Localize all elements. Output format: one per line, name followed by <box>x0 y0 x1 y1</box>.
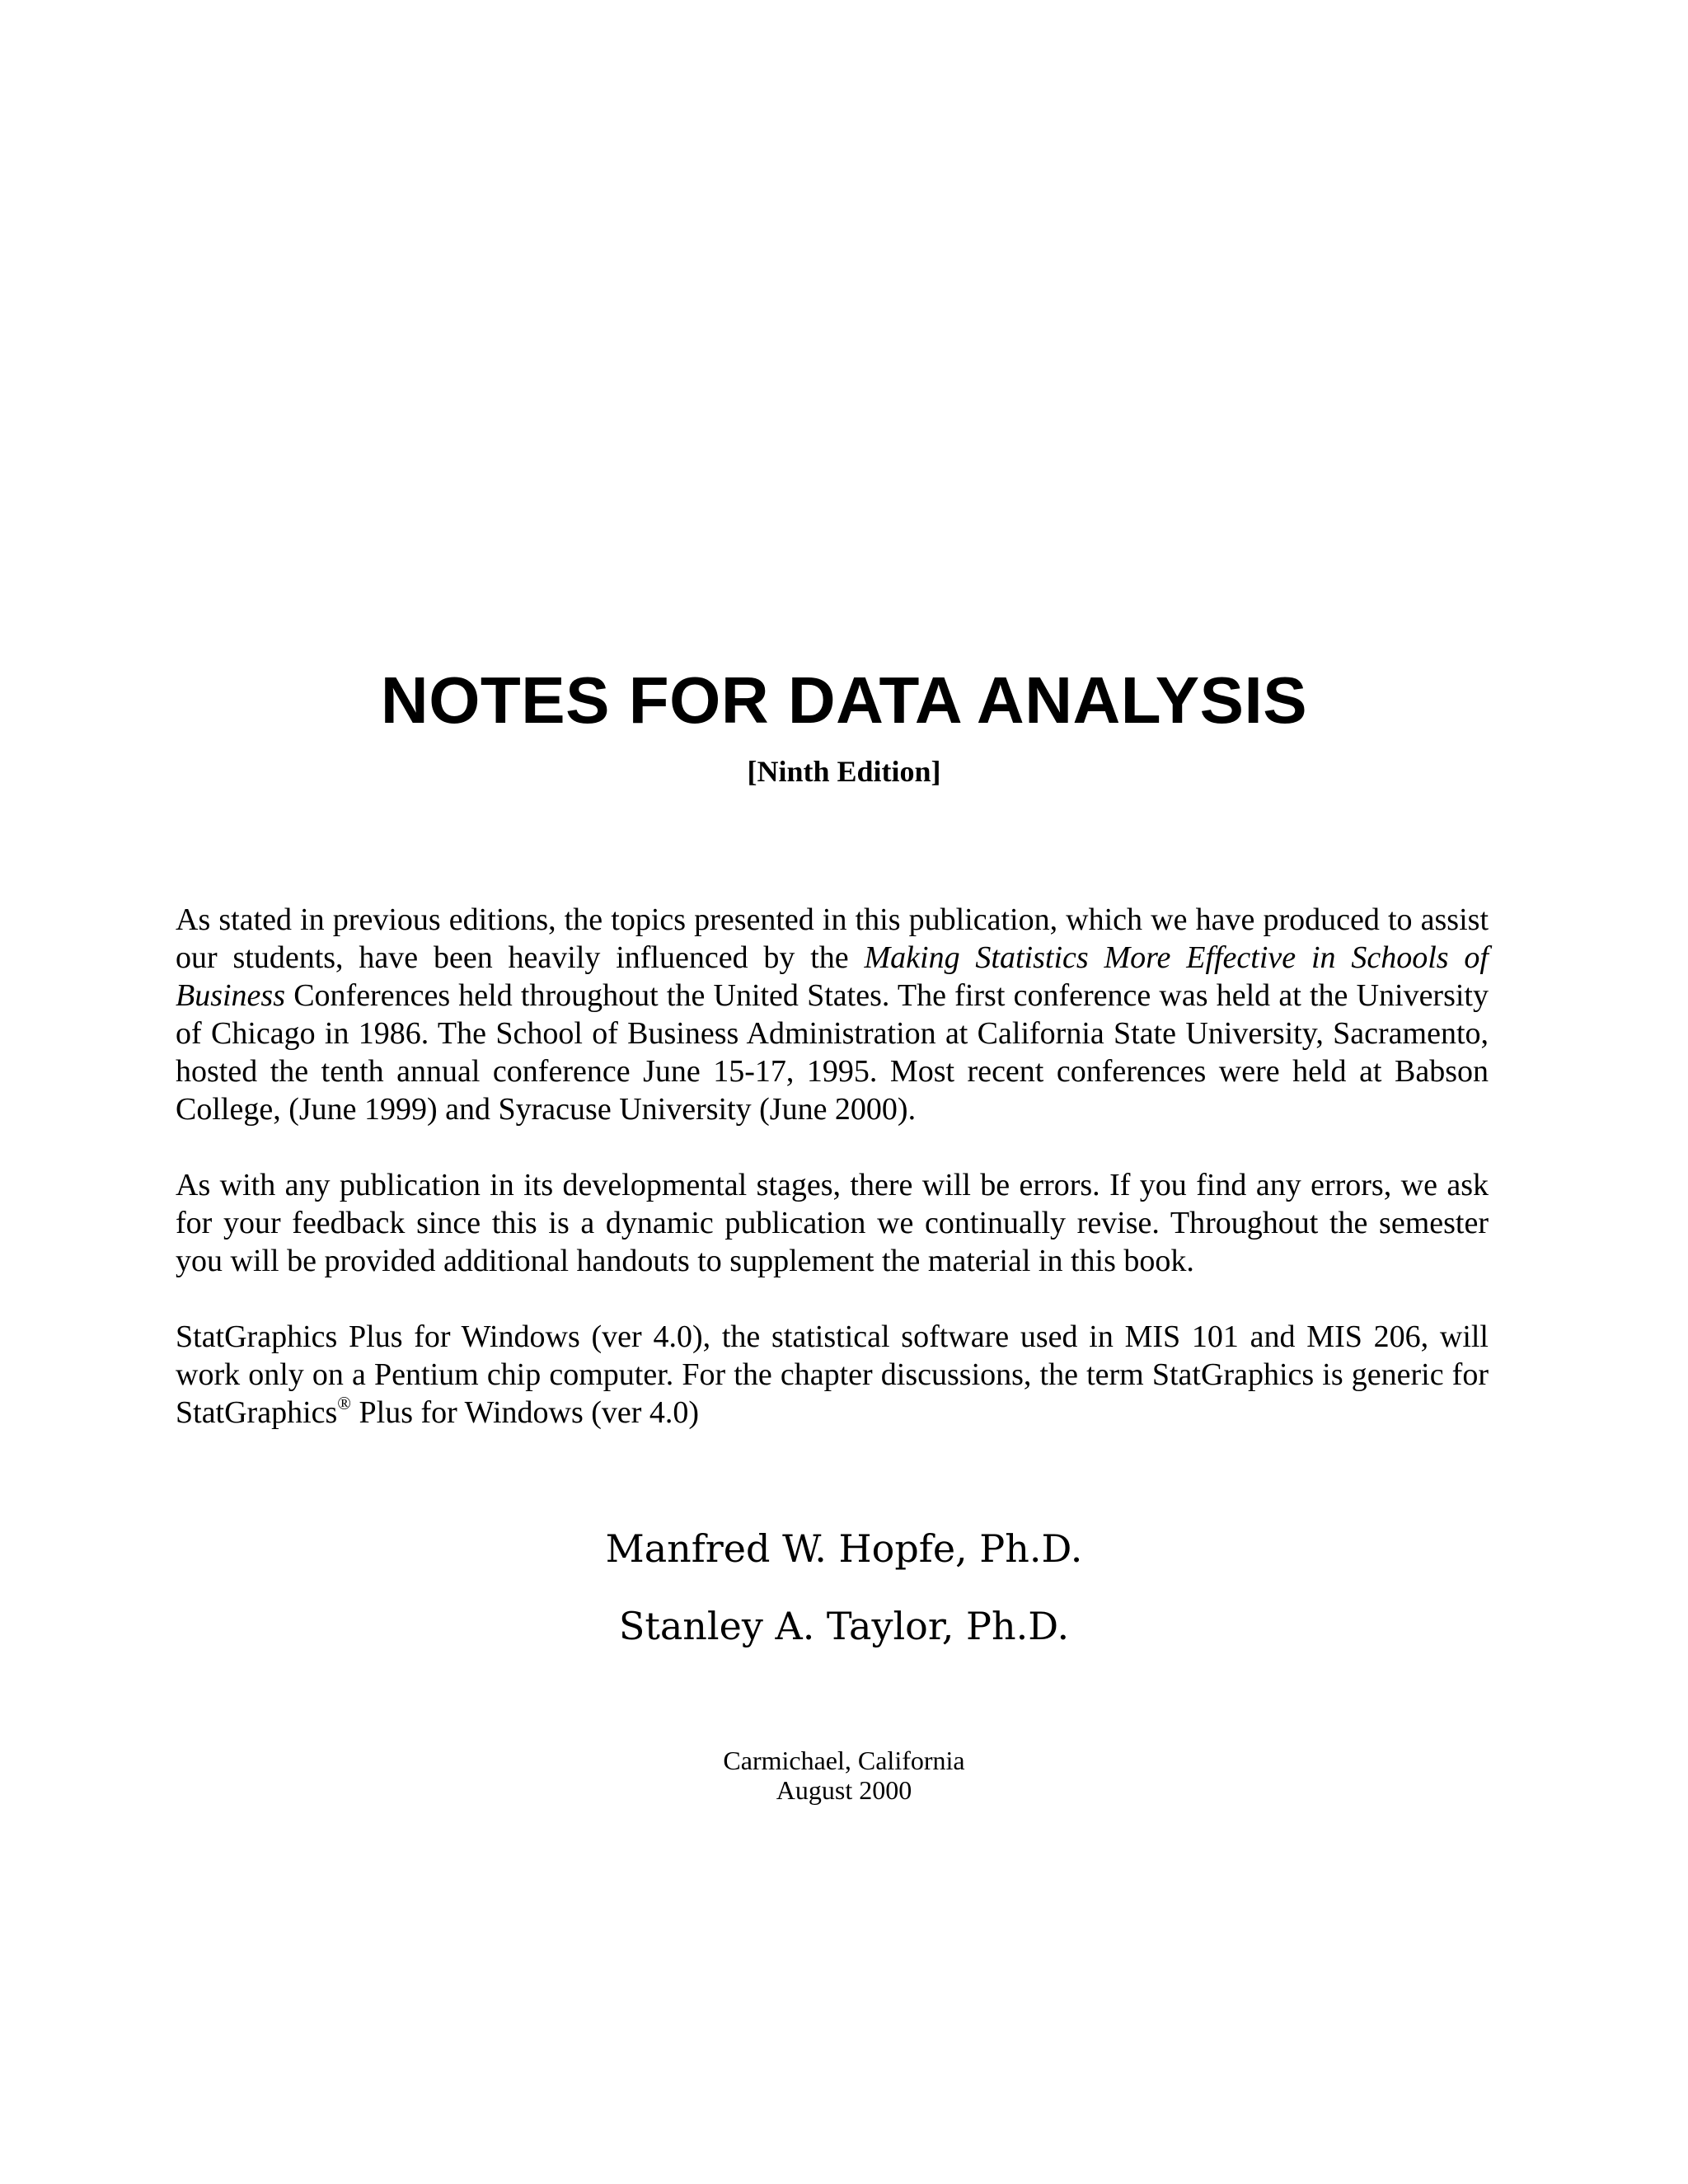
software-text-start: StatGraphics Plus for Windows (ver 4.0), the statistical software used in MIS 101 and MIS 206, will work only on a Pentium chip computer. For the chapter discussions, the term StatGraphics is generic for StatGraphics <box>176 1319 1489 1430</box>
document-title: NOTES FOR DATA ANALYSIS <box>380 663 1308 737</box>
author-name: Manfred W. Hopfe, Ph.D. <box>605 1526 1083 1571</box>
author-name: Stanley A. Taylor, Ph.D. <box>618 1604 1070 1648</box>
publication-date: August 2000 <box>776 1775 912 1805</box>
software-paragraph <box>176 1318 1489 1432</box>
edition-label: [Ninth Edition] <box>747 755 941 788</box>
errors-paragraph <box>176 1166 1489 1280</box>
intro-text-start: As stated in previous editions, the topics presented in this publication, which we have produced to assist our students, have been heavily influenced by the <box>176 902 1489 975</box>
publication-location: Carmichael, California <box>723 1746 965 1775</box>
registered-mark: ® <box>337 1393 352 1413</box>
errors-text: As with any publication in its developmental stages, there will be errors. If you find any errors, we ask for your feedback since this is a dynamic publication we continually revise. Throughout the semester you will be provided additional handouts to supplement the material in this book. <box>176 1168 1489 1278</box>
intro-text-end: Conferences held throughout the United States. The first conference was held at the University of Chicago in 1986. The School of Business Administration at California State University, Sacramento, hosted the tenth annual conference June 15-17, 1995. Most recent conferences were held at Babson College, (June 1999) and Syracuse University (June 2000). <box>176 978 1489 1127</box>
conference-name: Making Statistics More Effective in Schools of Business <box>176 940 1489 1013</box>
intro-paragraph <box>176 901 1489 1128</box>
software-text-end: Plus for Windows (ver 4.0) <box>351 1395 700 1430</box>
